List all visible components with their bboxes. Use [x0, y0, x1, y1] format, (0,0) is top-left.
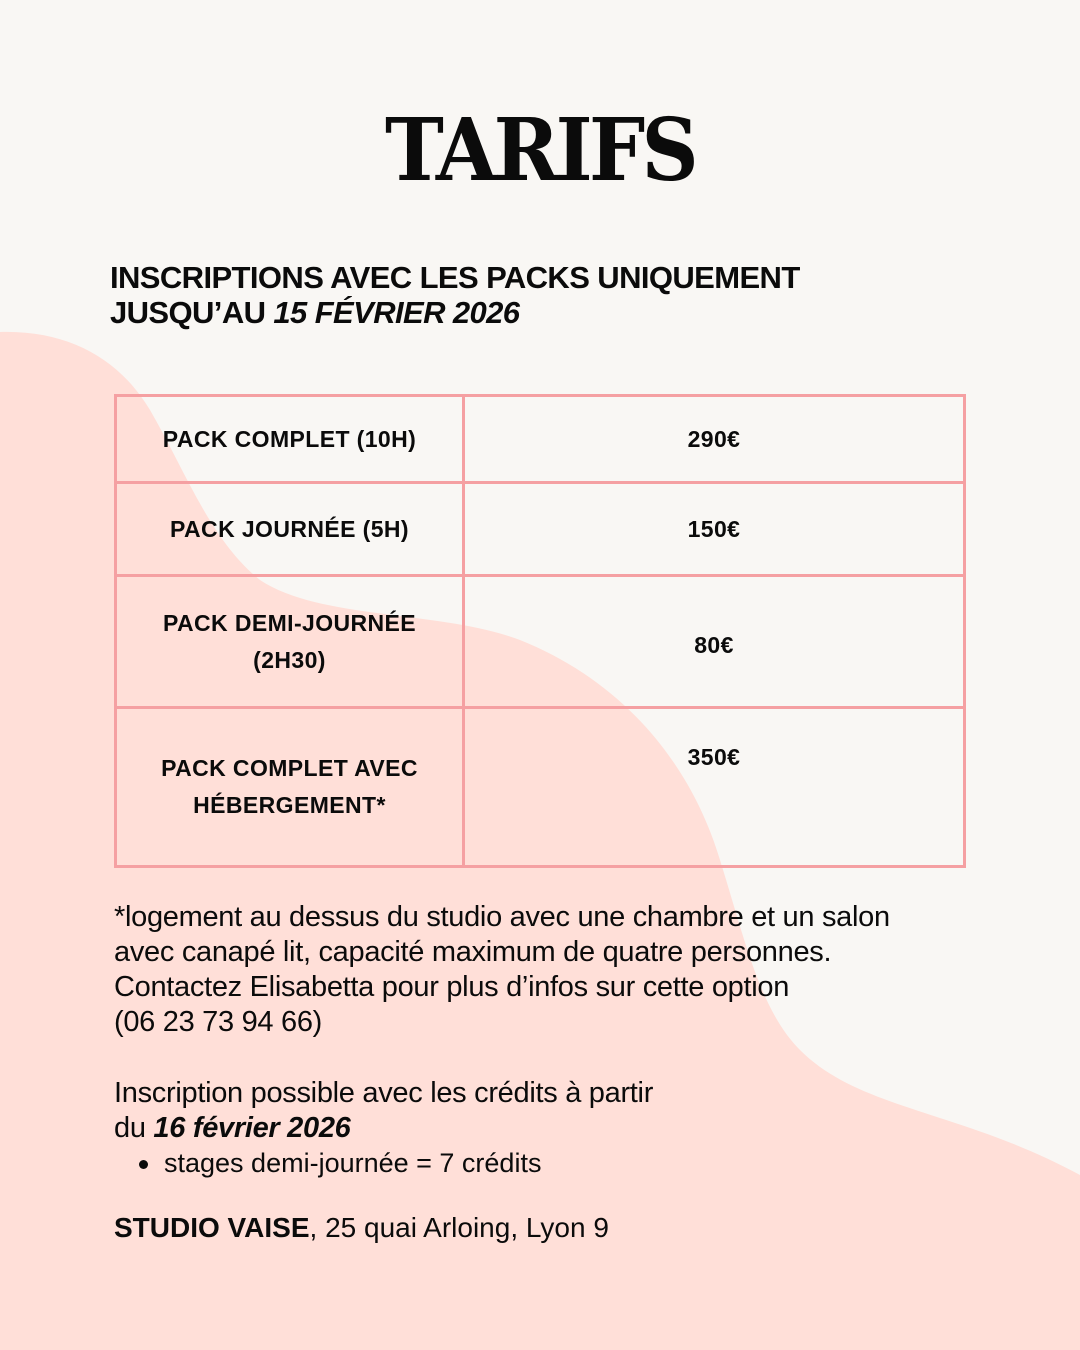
- pricing-row: [116, 708, 965, 867]
- registration-deadline-prefix: JUSQU’AU: [110, 295, 274, 330]
- footnote-line: Contactez Elisabetta pour plus d’infos sur cette option: [114, 971, 790, 1003]
- credits-list-item: [114, 1146, 541, 1180]
- pack-name: [116, 708, 464, 867]
- pack-name: [116, 483, 464, 576]
- bullet-icon: [139, 1160, 148, 1169]
- studio-address: [114, 1210, 609, 1245]
- registration-notice-line2: [110, 295, 800, 330]
- pack-name-line2: (2H30): [253, 646, 326, 673]
- contact-phone: (06 23 73 94 66): [114, 1006, 323, 1038]
- accommodation-footnote: [114, 900, 964, 1040]
- pack-price: 80€: [464, 576, 965, 708]
- credits-info: [114, 1076, 914, 1146]
- page-title: TARIFS: [385, 100, 695, 201]
- pack-name: [116, 576, 464, 708]
- registration-deadline-date: 15 FÉVRIER 2026: [273, 295, 520, 330]
- credits-start-date: 16 février 2026: [153, 1112, 351, 1144]
- pack-name-line1: PACK DEMI-JOURNÉE: [162, 609, 416, 636]
- pricing-row: [116, 483, 965, 576]
- pack-price: 150€: [464, 483, 965, 576]
- registration-notice: [110, 260, 800, 330]
- credits-list-item-text: stages demi-journée = 7 crédits: [164, 1148, 542, 1178]
- pack-name-line1: PACK COMPLET (10H): [162, 425, 417, 452]
- pricing-row: [116, 396, 965, 483]
- pack-price: 290€: [464, 396, 965, 483]
- pricing-table: [114, 394, 966, 868]
- credits-line1: Inscription possible avec les crédits à partir: [114, 1077, 654, 1109]
- pack-name: [116, 396, 464, 483]
- credits-line2: [114, 1111, 914, 1146]
- credits-date-prefix: du: [114, 1112, 154, 1144]
- pack-name-line1: PACK COMPLET AVEC: [161, 755, 418, 781]
- footnote-line: *logement au dessus du studio avec une chambre et un salon: [114, 901, 890, 933]
- studio-name: STUDIO VAISE: [114, 1212, 310, 1243]
- studio-street-address: , 25 quai Arloing, Lyon 9: [309, 1212, 609, 1243]
- credits-list: [114, 1146, 541, 1180]
- pack-price: 350€: [464, 708, 965, 867]
- pricing-row: [116, 576, 965, 708]
- pack-name-line1: PACK JOURNÉE (5H): [170, 515, 409, 542]
- pack-name-line2: HÉBERGEMENT*: [193, 792, 386, 818]
- footnote-line: avec canapé lit, capacité maximum de quatre personnes.: [114, 936, 832, 968]
- registration-notice-line1: INSCRIPTIONS AVEC LES PACKS UNIQUEMENT: [110, 260, 800, 295]
